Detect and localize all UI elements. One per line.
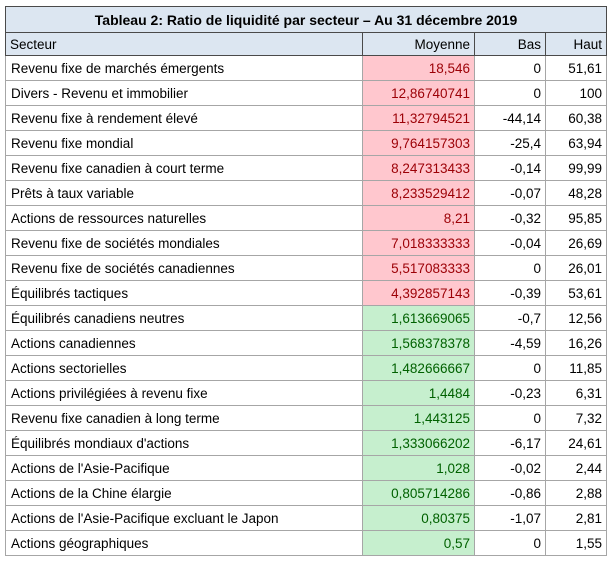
cell-haut: 60,38 [546,106,607,131]
cell-haut: 2,44 [546,456,607,481]
header-haut: Haut [546,33,607,56]
cell-bas: -0,86 [475,481,546,506]
cell-bas: -0,39 [475,281,546,306]
cell-moyenne: 1,443125 [363,406,475,431]
cell-moyenne: 7,018333333 [363,231,475,256]
cell-bas: 0 [475,531,546,556]
cell-bas: -44,14 [475,106,546,131]
cell-haut: 26,01 [546,256,607,281]
table-row [6,331,607,356]
cell-haut: 2,88 [546,481,607,506]
cell-secteur: Équilibrés canadiens neutres [6,306,363,331]
cell-secteur: Revenu fixe de marchés émergents [6,56,363,81]
cell-secteur: Revenu fixe mondial [6,131,363,156]
cell-haut: 11,85 [546,356,607,381]
cell-bas: 0 [475,356,546,381]
liquidity-table [5,6,607,556]
table-row [6,531,607,556]
table-row [6,281,607,306]
cell-moyenne: 1,333066202 [363,431,475,456]
cell-haut: 16,26 [546,331,607,356]
cell-haut: 63,94 [546,131,607,156]
header-moyenne: Moyenne [363,33,475,56]
cell-moyenne: 1,482666667 [363,356,475,381]
cell-moyenne: 8,233529412 [363,181,475,206]
table-row [6,181,607,206]
cell-moyenne: 11,32794521 [363,106,475,131]
cell-secteur: Actions de ressources naturelles [6,206,363,231]
cell-secteur: Actions de la Chine élargie [6,481,363,506]
cell-secteur: Actions de l'Asie-Pacifique excluant le Japon [6,506,363,531]
cell-haut: 2,81 [546,506,607,531]
cell-bas: -0,23 [475,381,546,406]
cell-bas: -0,04 [475,231,546,256]
cell-secteur: Équilibrés mondiaux d'actions [6,431,363,456]
cell-secteur: Actions sectorielles [6,356,363,381]
table-row [6,481,607,506]
cell-secteur: Actions de l'Asie-Pacifique [6,456,363,481]
cell-haut: 95,85 [546,206,607,231]
cell-bas: -0,32 [475,206,546,231]
cell-haut: 51,61 [546,56,607,81]
cell-secteur: Équilibrés tactiques [6,281,363,306]
cell-moyenne: 0,805714286 [363,481,475,506]
cell-bas: -4,59 [475,331,546,356]
table-row [6,356,607,381]
cell-bas: -1,07 [475,506,546,531]
cell-secteur: Divers - Revenu et immobilier [6,81,363,106]
cell-bas: -0,02 [475,456,546,481]
cell-haut: 99,99 [546,156,607,181]
cell-bas: 0 [475,406,546,431]
table-title: Tableau 2: Ratio de liquidité par secteur – Au 31 décembre 2019 [6,7,607,33]
cell-secteur: Revenu fixe canadien à long terme [6,406,363,431]
cell-haut: 100 [546,81,607,106]
cell-bas: -0,7 [475,306,546,331]
cell-haut: 48,28 [546,181,607,206]
cell-moyenne: 4,392857143 [363,281,475,306]
cell-haut: 1,55 [546,531,607,556]
table-row [6,156,607,181]
cell-moyenne: 1,028 [363,456,475,481]
cell-moyenne: 0,80375 [363,506,475,531]
cell-secteur: Revenu fixe à rendement élevé [6,106,363,131]
cell-haut: 53,61 [546,281,607,306]
cell-haut: 12,56 [546,306,607,331]
cell-moyenne: 8,21 [363,206,475,231]
cell-secteur: Prêts à taux variable [6,181,363,206]
table-row [6,256,607,281]
table-row [6,306,607,331]
cell-bas: 0 [475,56,546,81]
cell-moyenne: 8,247313433 [363,156,475,181]
cell-moyenne: 18,546 [363,56,475,81]
cell-bas: 0 [475,256,546,281]
table-row [6,231,607,256]
cell-moyenne: 1,613669065 [363,306,475,331]
table-row [6,106,607,131]
table-header-row [6,33,607,56]
table-row [6,506,607,531]
cell-haut: 26,69 [546,231,607,256]
header-secteur: Secteur [6,33,363,56]
cell-secteur: Actions privilégiées à revenu fixe [6,381,363,406]
table-row [6,206,607,231]
cell-secteur: Revenu fixe canadien à court terme [6,156,363,181]
cell-moyenne: 1,4484 [363,381,475,406]
cell-moyenne: 9,764157303 [363,131,475,156]
table-row [6,456,607,481]
cell-moyenne: 0,57 [363,531,475,556]
table-row [6,406,607,431]
cell-bas: -0,07 [475,181,546,206]
table-row [6,56,607,81]
table-row [6,81,607,106]
cell-secteur: Actions canadiennes [6,331,363,356]
table-row [6,431,607,456]
table-row [6,381,607,406]
cell-haut: 24,61 [546,431,607,456]
cell-secteur: Revenu fixe de sociétés canadiennes [6,256,363,281]
table-row [6,131,607,156]
header-bas: Bas [475,33,546,56]
cell-moyenne: 12,86740741 [363,81,475,106]
cell-secteur: Actions géographiques [6,531,363,556]
cell-moyenne: 1,568378378 [363,331,475,356]
liquidity-table-container [5,6,606,556]
cell-haut: 6,31 [546,381,607,406]
cell-bas: -6,17 [475,431,546,456]
cell-bas: 0 [475,81,546,106]
cell-bas: -0,14 [475,156,546,181]
cell-moyenne: 5,517083333 [363,256,475,281]
cell-secteur: Revenu fixe de sociétés mondiales [6,231,363,256]
table-body [6,56,607,556]
cell-haut: 7,32 [546,406,607,431]
cell-bas: -25,4 [475,131,546,156]
